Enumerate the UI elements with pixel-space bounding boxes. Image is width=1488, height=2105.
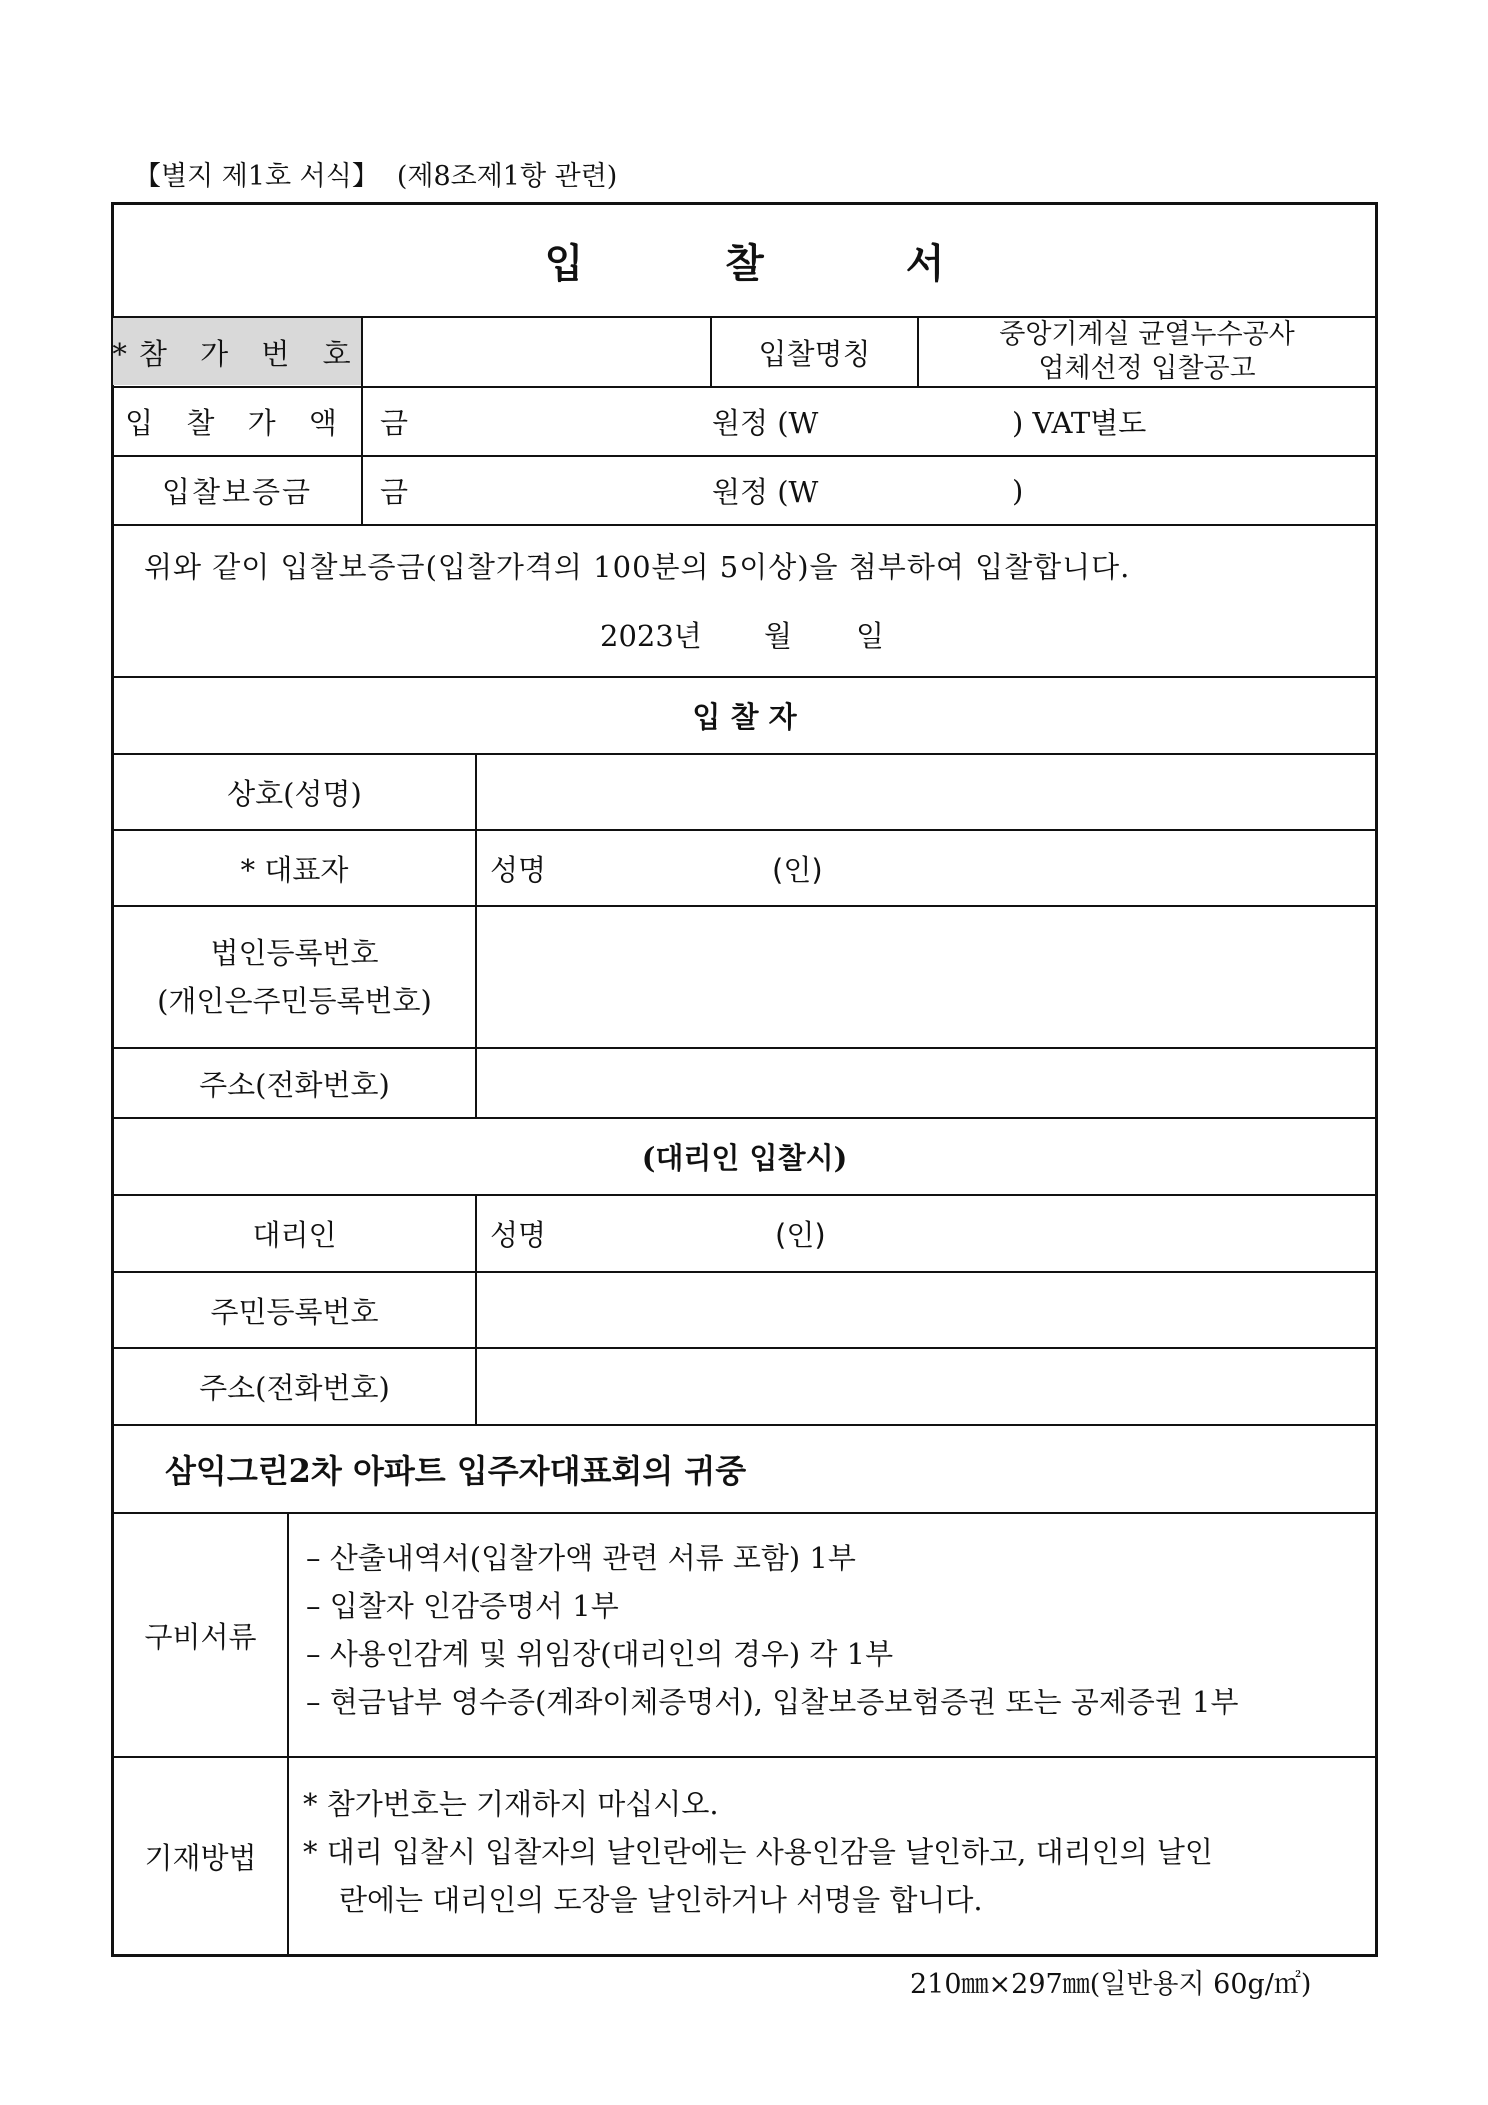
document-item: – 현금납부 영수증(계좌이체증명서), 입찰보증보험증권 또는 공제증권 1부: [306, 1685, 1239, 1719]
form-number-label: 【별지 제1호 서식】: [134, 161, 379, 192]
agent-label: 대리인: [252, 1218, 337, 1252]
bid-name-label: 입찰명칭: [758, 336, 871, 371]
document-item: – 산출내역서(입찰가액 관련 서류 포함) 1부: [306, 1541, 856, 1575]
instruction-line: * 참가번호는 기재하지 마십시오.: [303, 1787, 719, 1821]
document-item: – 사용인감계 및 위임장(대리인의 경우) 각 1부: [306, 1637, 894, 1671]
date-month: 월: [764, 618, 793, 653]
bid-name-line2: 업체선정 입찰공고: [1038, 353, 1256, 384]
bid-amount-label: 입 찰 가 액: [125, 406, 349, 440]
related-article-label: (제8조제1항 관련): [396, 161, 618, 192]
instructions-label: 기재방법: [144, 1840, 257, 1875]
registration-field[interactable]: [477, 907, 1375, 1047]
column-divider: [287, 1512, 289, 1955]
deposit-prefix: 금: [380, 475, 409, 509]
bid-amount-suffix: ) VAT별도: [1012, 406, 1147, 440]
bidder-section-title: 입 찰 자: [692, 700, 797, 734]
representative-name-label: 성명: [490, 852, 547, 887]
deposit-won: 원정 (W: [712, 475, 819, 509]
instructions-text: [303, 1780, 1213, 1924]
company-label: 상호(성명): [227, 776, 362, 811]
paper-size-note: 210㎜×297㎜(일반용지 60g/㎡): [910, 1969, 1312, 2000]
row-divider: [111, 524, 1378, 526]
form-title: 입 찰 서: [544, 240, 1009, 287]
representative-label: * 대표자: [240, 852, 349, 887]
row-divider: [111, 1512, 1378, 1514]
date-day: 일: [856, 618, 885, 653]
instruction-line: 란에는 대리인의 도장을 날인하거나 서명을 합니다.: [339, 1883, 983, 1917]
deposit-label: 입찰보증금: [161, 475, 313, 509]
agent-address-field[interactable]: [477, 1349, 1375, 1424]
agent-seal: (인): [775, 1218, 826, 1252]
document-item: – 입찰자 인감증명서 1부: [306, 1589, 619, 1623]
row-divider: [111, 1756, 1378, 1758]
bid-amount-prefix: 금: [380, 406, 409, 440]
bidder-address-label: 주소(전화번호): [199, 1067, 390, 1102]
bid-name-line1: 중앙기계실 균열누수공사: [999, 319, 1295, 350]
bid-statement: 위와 같이 입찰보증금(입찰가격의 100분의 5이상)을 첨부하여 입찰합니다.: [144, 549, 1131, 584]
instruction-line: * 대리 입찰시 입찰자의 날인란에는 사용인감을 날인하고, 대리인의 날인: [303, 1835, 1213, 1869]
addressee: 삼익그린2차 아파트 입주자대표회의 귀중: [165, 1452, 747, 1490]
bid-amount-won: 원정 (W: [712, 406, 819, 440]
resident-number-field[interactable]: [477, 1273, 1375, 1347]
participant-number-label: *참 가 번 호: [112, 336, 363, 371]
representative-seal: (인): [772, 852, 823, 887]
documents-list: [306, 1534, 1239, 1726]
agent-section-title: (대리인 입찰시): [641, 1141, 848, 1175]
registration-label-line2: (개인은주민등록번호): [157, 984, 432, 1018]
form-header: [134, 154, 617, 193]
registration-label: [114, 907, 475, 1047]
deposit-suffix: ): [1012, 473, 1024, 508]
bid-name-value: [919, 318, 1375, 386]
company-field[interactable]: [477, 755, 1375, 829]
agent-name-label: 성명: [490, 1218, 547, 1252]
participant-number-field[interactable]: [363, 318, 710, 386]
date-year: 2023년: [600, 618, 702, 653]
documents-label: 구비서류: [144, 1619, 257, 1654]
registration-label-line1: 법인등록번호: [210, 936, 379, 970]
bidder-address-field[interactable]: [477, 1049, 1375, 1117]
agent-address-label: 주소(전화번호): [199, 1371, 390, 1405]
resident-number-label: 주민등록번호: [210, 1294, 379, 1329]
